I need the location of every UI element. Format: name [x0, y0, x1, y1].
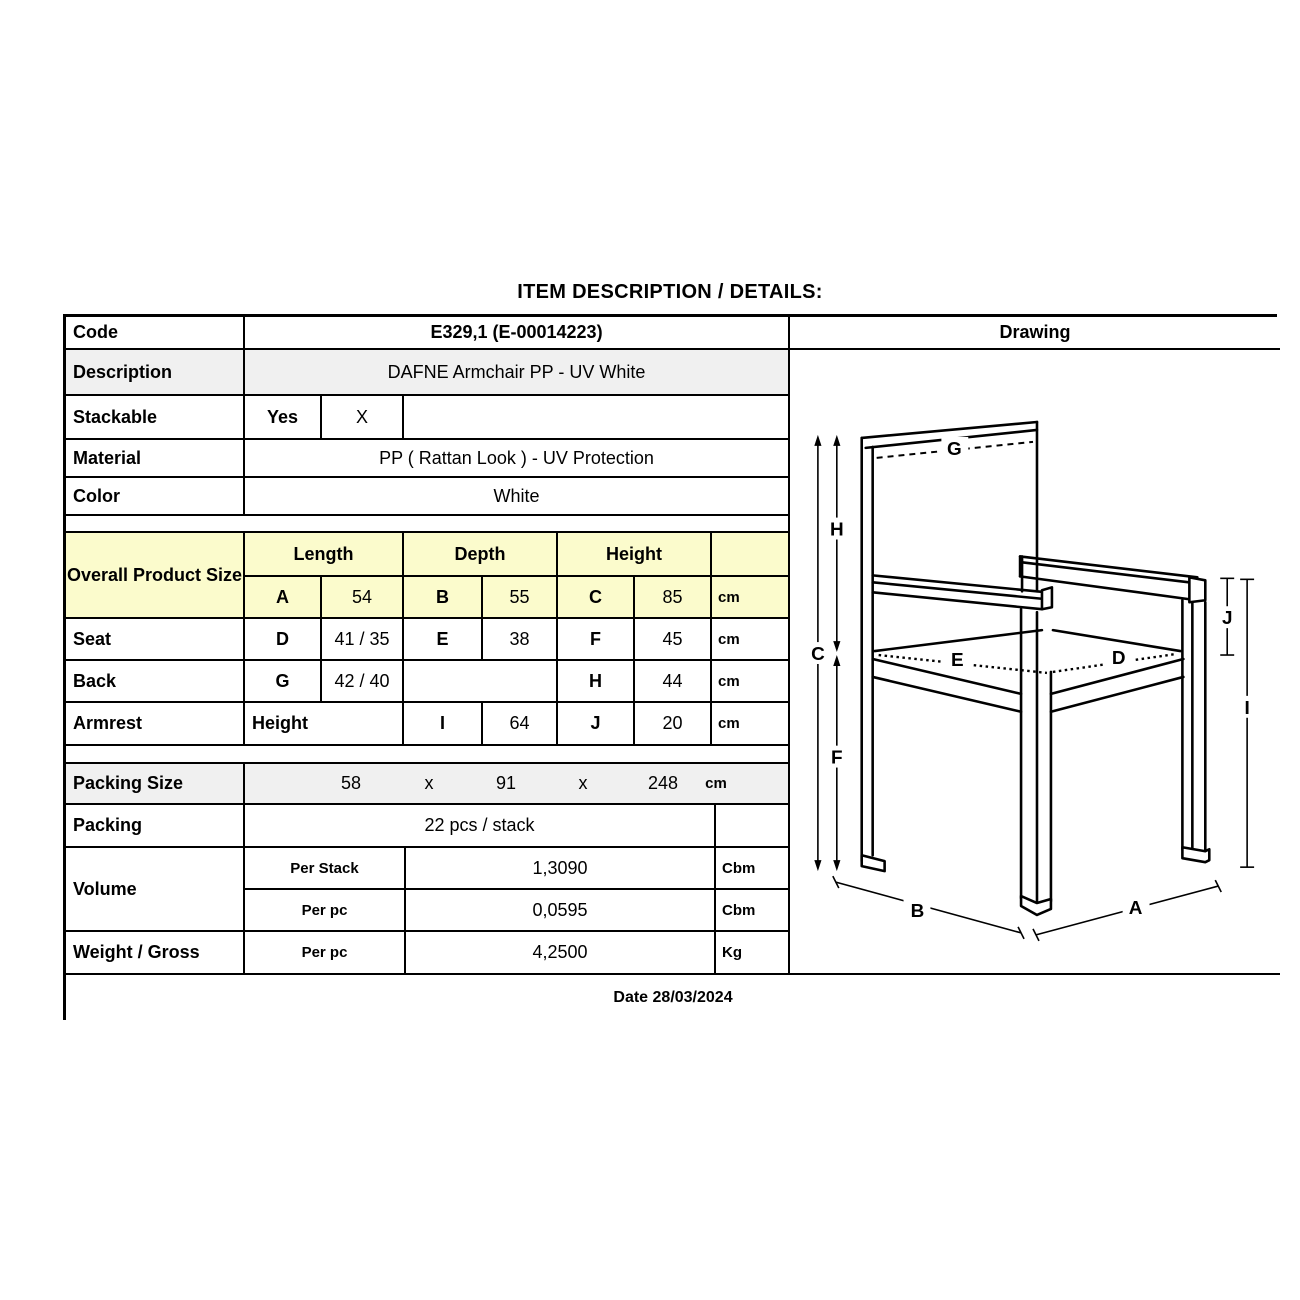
material-label: Material — [66, 440, 245, 478]
armrest-sublabel: Height — [245, 703, 404, 746]
seat-e-key: E — [404, 619, 483, 661]
weight-sublabel: Per pc — [245, 932, 406, 975]
back-unit: cm — [712, 661, 790, 703]
dim-label-g: G — [946, 438, 962, 460]
description-value: DAFNE Armchair PP - UV White — [245, 350, 790, 396]
packing-empty-cell — [716, 805, 790, 848]
armrest-j-value: 20 — [635, 703, 712, 746]
seat-f-key: F — [558, 619, 635, 661]
packing-size-x2: x — [578, 773, 588, 793]
dim-label-j: J — [1221, 608, 1233, 630]
stackable-yes: Yes — [245, 396, 322, 440]
dim-label-b: B — [910, 900, 925, 922]
armrest-label: Armrest — [66, 703, 245, 746]
stackable-empty-cell — [404, 396, 790, 440]
packing-size-h: 248 — [647, 773, 679, 793]
material-value: PP ( Rattan Look ) - UV Protection — [245, 440, 790, 478]
back-g-key: G — [245, 661, 322, 703]
volume-stack-sublabel: Per Stack — [245, 848, 406, 890]
color-label: Color — [66, 478, 245, 516]
packing-label: Packing — [66, 805, 245, 848]
overall-unit: cm — [712, 577, 790, 619]
drawing-area — [790, 350, 1280, 975]
volume-pc-sublabel: Per pc — [245, 890, 406, 932]
size-header-empty — [712, 533, 790, 577]
volume-label: Volume — [66, 848, 245, 932]
armrest-i-key: I — [404, 703, 483, 746]
volume-pc-value: 0,0595 — [406, 890, 716, 932]
weight-unit: Kg — [716, 932, 790, 975]
packing-size-w: 58 — [340, 773, 362, 793]
drawing-header: Drawing — [790, 317, 1280, 350]
spacer-row — [66, 746, 790, 764]
seat-e-value: 38 — [483, 619, 558, 661]
overall-c-key: C — [558, 577, 635, 619]
packing-size-unit: cm — [705, 775, 727, 792]
seat-f-value: 45 — [635, 619, 712, 661]
color-value: White — [245, 478, 790, 516]
chair-outline — [862, 422, 1210, 915]
code-label: Code — [66, 317, 245, 350]
overall-a-key: A — [245, 577, 322, 619]
back-g-value: 42 / 40 — [322, 661, 404, 703]
dim-label-c: C — [811, 644, 825, 666]
seat-label: Seat — [66, 619, 245, 661]
dim-label-f: F — [831, 747, 843, 769]
packing-size-label: Packing Size — [66, 764, 245, 805]
size-title: Overall Product Size — [66, 533, 245, 619]
dim-label-e: E — [951, 649, 964, 671]
overall-b-value: 55 — [483, 577, 558, 619]
dim-label-i: I — [1244, 697, 1250, 719]
packing-value: 22 pcs / stack — [245, 805, 716, 848]
armrest-i-value: 64 — [483, 703, 558, 746]
weight-value: 4,2500 — [406, 932, 716, 975]
overall-c-value: 85 — [635, 577, 712, 619]
overall-a-value: 54 — [322, 577, 404, 619]
overall-b-key: B — [404, 577, 483, 619]
weight-label: Weight / Gross — [66, 932, 245, 975]
dim-label-h: H — [829, 519, 844, 541]
packing-size-d: 91 — [495, 773, 517, 793]
code-value: E329,1 (E-00014223) — [245, 317, 790, 350]
back-h-value: 44 — [635, 661, 712, 703]
spacer-row — [66, 516, 790, 533]
seat-d-value: 41 / 35 — [322, 619, 404, 661]
size-header-length: Length — [245, 533, 404, 577]
dim-label-d: D — [1111, 647, 1126, 669]
details-table — [63, 314, 1277, 1020]
dim-label-a: A — [1128, 897, 1143, 919]
size-header-height: Height — [558, 533, 712, 577]
date-row: Date 28/03/2024 — [66, 975, 1280, 1020]
packing-size-x1: x — [424, 773, 434, 793]
armrest-unit: cm — [712, 703, 790, 746]
chair-technical-drawing — [792, 351, 1278, 972]
back-label: Back — [66, 661, 245, 703]
stackable-label: Stackable — [66, 396, 245, 440]
volume-pc-unit: Cbm — [716, 890, 790, 932]
seat-unit: cm — [712, 619, 790, 661]
armrest-j-key: J — [558, 703, 635, 746]
volume-stack-value: 1,3090 — [406, 848, 716, 890]
seat-d-key: D — [245, 619, 322, 661]
stackable-mark: X — [322, 396, 404, 440]
packing-size-value — [245, 764, 790, 805]
volume-stack-unit: Cbm — [716, 848, 790, 890]
back-empty-cell — [404, 661, 558, 703]
size-header-depth: Depth — [404, 533, 558, 577]
back-h-key: H — [558, 661, 635, 703]
page-title: ITEM DESCRIPTION / DETAILS: — [517, 281, 823, 303]
description-label: Description — [66, 350, 245, 396]
